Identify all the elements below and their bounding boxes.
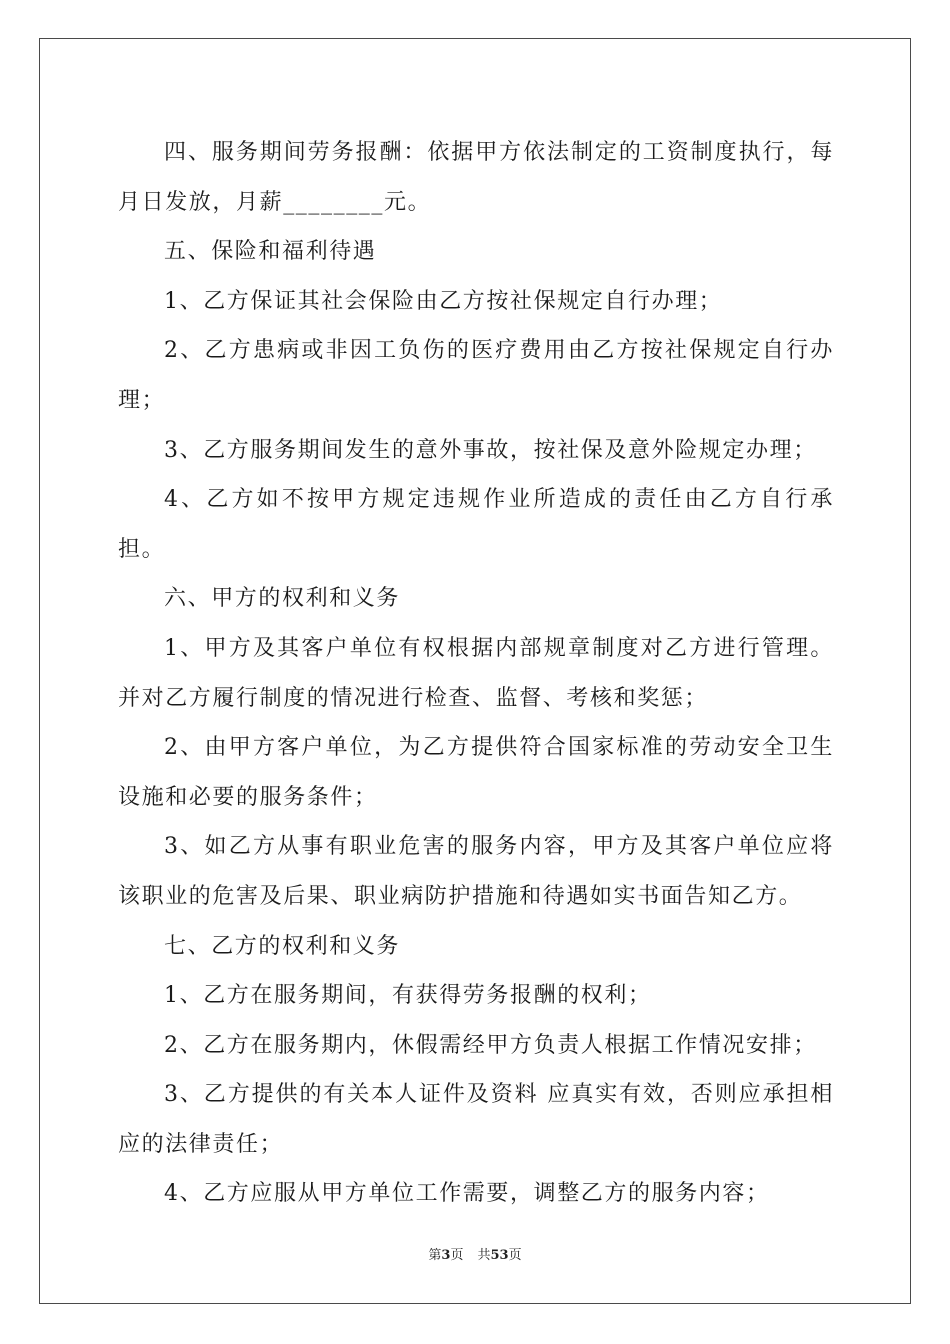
paragraph-5-1: 1、乙方保证其社会保险由乙方按社保规定自行办理；	[164, 288, 723, 314]
paragraph-5-2: 2、乙方患病或非因工负伤的医疗费用由乙方按社保规定自行办理；	[118, 338, 834, 413]
footer-page-suffix: 页	[450, 1248, 464, 1263]
paragraph-7-2: 2、乙方在服务期内，休假需经甲方负责人根据工作情况安排；	[164, 1032, 817, 1058]
page-footer	[0, 1247, 950, 1265]
footer-page-prefix: 第	[428, 1248, 442, 1263]
paragraph-5-4: 4、乙方如不按甲方规定违规作业所造成的责任由乙方自行承担。	[118, 487, 834, 562]
document-body	[118, 128, 834, 1219]
footer-total-pages: 53	[490, 1248, 509, 1263]
footer-page-number: 3	[441, 1248, 451, 1263]
paragraph-7-1: 1、乙方在服务期间，有获得劳务报酬的权利；	[164, 983, 652, 1009]
heading-section-7-party-b: 七、乙方的权利和义务	[164, 933, 401, 959]
paragraph-7-3: 3、乙方提供的有关本人证件及资料 应真实有效，否则应承担相应的法律责任；	[118, 1082, 834, 1157]
paragraph-6-2: 2、由甲方客户单位，为乙方提供符合国家标准的劳动安全卫生设施和必要的服务条件；	[118, 735, 834, 810]
paragraph-6-1: 1、甲方及其客户单位有权根据内部规章制度对乙方进行管理。并对乙方履行制度的情况进行检查、监督、考核和奖惩；	[118, 635, 834, 711]
paragraph-5-3: 3、乙方服务期间发生的意外事故，按社保及意外险规定办理；	[164, 437, 817, 463]
footer-total-suffix: 页	[508, 1248, 522, 1263]
heading-section-5-insurance: 五、保险和福利待遇	[164, 239, 377, 265]
paragraph-section-4-remuneration: 四、服务期间劳务报酬：依据甲方依法制定的工资制度执行，每月日发放，月薪________元。	[118, 140, 834, 215]
paragraph-6-3: 3、如乙方从事有职业危害的服务内容，甲方及其客户单位应将该职业的危害及后果、职业病防护措施和待遇如实书面告知乙方。	[118, 834, 834, 909]
heading-section-6-party-a: 六、甲方的权利和义务	[164, 586, 401, 612]
footer-total-prefix: 共	[477, 1248, 491, 1263]
paragraph-7-4: 4、乙方应服从甲方单位工作需要，调整乙方的服务内容；	[164, 1181, 770, 1207]
